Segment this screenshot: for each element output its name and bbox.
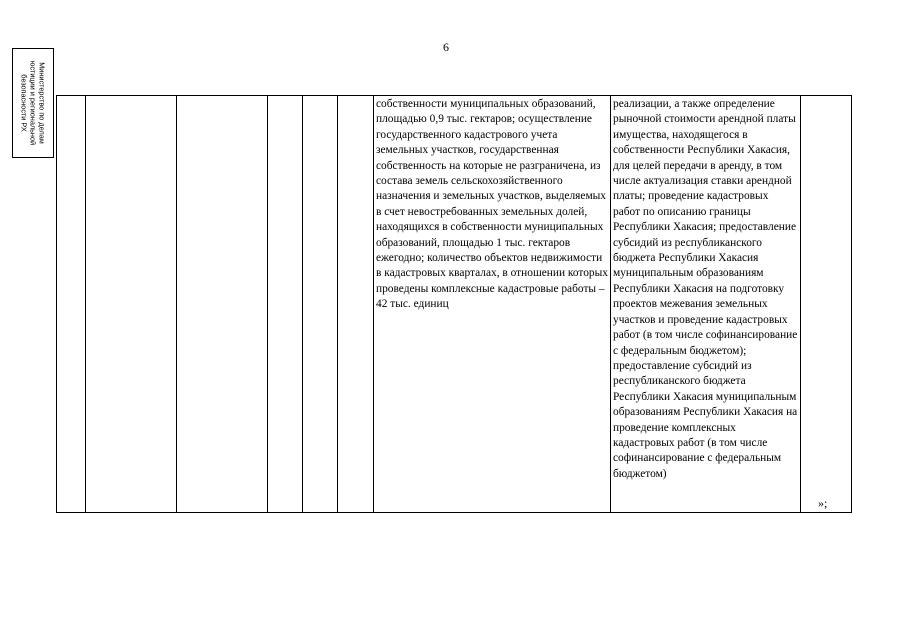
table-row [57,96,852,513]
stamp-text [20,49,47,157]
cell-empty [177,96,268,513]
stamp-line-3: безопасности РХ [19,74,29,132]
stamp-line-1: Министерство по делам [37,62,47,144]
cell-empty [303,96,338,513]
cell-empty [801,96,852,513]
ministry-stamp [12,48,54,158]
cell-measure-description [374,96,611,513]
stamp-line-2: юстиции и региональной [28,60,38,146]
cell-empty [86,96,177,513]
page-number: 6 [443,40,449,54]
cell-measure-activities [611,96,801,513]
program-table [56,95,852,513]
measure-activities-text: реализации, а также определение рыночной стоимости арендной платы имущества, находящегося в собственности Республики Хакасия, для целей передачи в аренду, в том числе актуализация ставки арендной платы; проведение кадастровых работ по описанию границы Республики Хакасия; предоставление субсидий из республиканского бюджета Республики Хакасия муниципальным образованиям Республики Хакасия на подготовку проектов межевания земельных участков и проведение кадастровых работ (в том числе софинансирование с федеральным бюджетом); предоставление субсидий из республиканского бюджета Республики Хакасия муниципальным образованиям Республики Хакасия на проведение комплексных кадастровых работ (в том числе софинансирование с федеральным бюджетом) [613,98,798,480]
cell-number [57,96,86,513]
closing-quote: »; [818,496,828,510]
cell-empty [268,96,303,513]
measure-description-text: собственности муниципальных образований, площадью 0,9 тыс. гектаров; осуществление государственного кадастрового учета земельных участков, государственная собственность на которые не разграничена, из состава земель сельскохозяйственного назначения и земельных участков, выделяемых в счет невостребованных земельных долей, находящихся в собственности муниципальных образований, площадью 1 тыс. гектаров ежегодно; количество объектов недвижимости в кадастровых кварталах, в отношении которых проведены комплексные кадастровые работы – 42 тыс. единиц [376,98,608,311]
cell-empty [338,96,374,513]
